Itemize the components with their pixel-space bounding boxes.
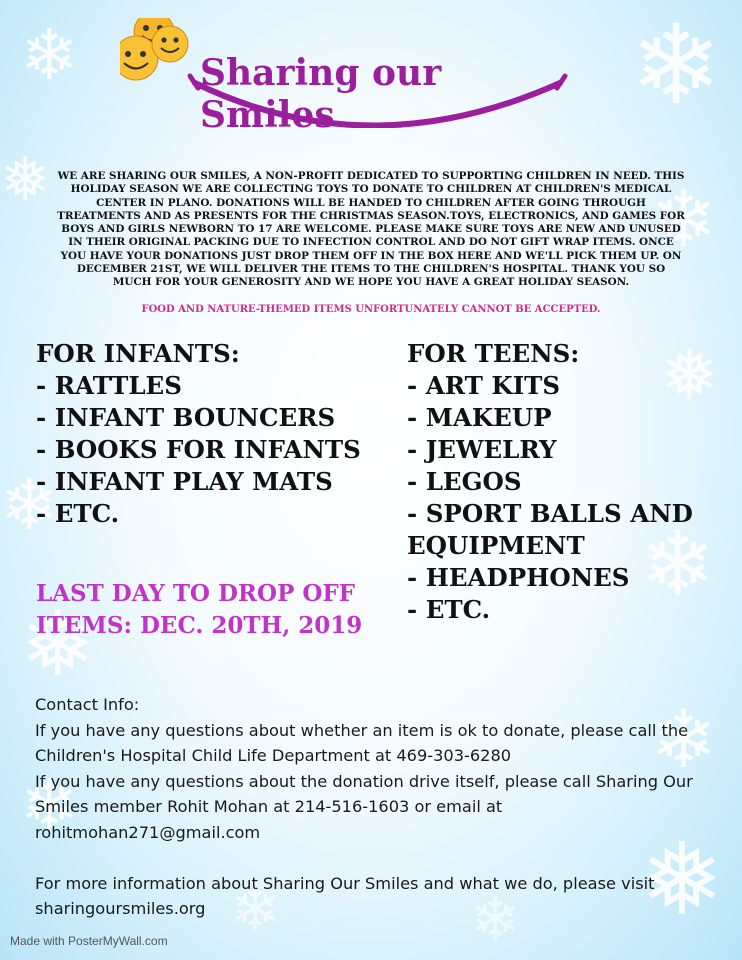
intro-paragraph: WE ARE SHARING OUR SMILES, A NON-PROFIT DEDICATED TO SUPPORTING CHILDREN IN NEED. THIS HOLIDAY SEASON WE ARE COLLECTING TOYS TO DONATE TO CHILDREN AT CHILDREN'S MEDICAL CENTER IN PLANO. DONATIONS WILL BE HANDED TO CHILDREN AFTER GOING THROUGH TREATMENTS AND AS PRESENTS FOR THE CHRISTMAS SEASON.TOYS, ELECTRONICS, AND GAMES FOR BOYS AND GIRLS NEWBORN TO 17 ARE WELCOME. PLEASE MAKE SURE TOYS ARE NEW AND UNUSED IN THEIR ORIGINAL PACKING DUE TO INFECTION CONTROL AND DO NOT GIFT WRAP ITEMS. ONCE YOU HAVE YOUR DONATIONS JUST DROP THEM OFF IN THE BOX HERE AND WE'LL PICK THEM UP. ON DECEMBER 21ST, WE WILL DELIVER THE ITEMS TO THE CHILDREN'S HOSPITAL. THANK YOU SO MUCH FOR YOUR GENEROSITY AND WE HOPE YOU HAVE A GREAT HOLIDAY SEASON. [57,170,685,289]
snowflake-icon: ❅ [20,592,96,697]
snowflake-icon: ❄ [20,14,79,96]
restriction-notice: FOOD AND NATURE-THEMED ITEMS UNFORTUNATELY CANNOT BE ACCEPTED. [141,304,601,315]
list-item: - ETC. [36,499,120,528]
contact-member: If you have any questions about the donation drive itself, please call Sharing Our Smiles member Rohit Mohan at 214-516-1603 or email at rohitmohan271@gmail.com [35,771,693,842]
footer-credit: Made with PosterMyWall.com [10,934,168,948]
snowflake-icon: ❄ [630,1,723,129]
contact-hospital: If you have any questions about whether an item is ok to donate, please call the Children's Hospital Child Life Department at 469-303-6280 [35,720,689,766]
logo-title: Sharing our Smiles [200,52,442,136]
snowflake-icon: ❄ [650,173,718,266]
snowflake-icon: ❄ [640,512,716,617]
logo [120,18,580,136]
spacer [35,846,715,871]
list-item: - MAKEUP [407,403,552,432]
list-item: - INFANT PLAY MATS [36,467,333,496]
snowflake-icon: ❄ [230,875,281,945]
teens-list [407,338,707,626]
list-item: - RATTLES [36,371,182,400]
list-item: - ETC. [407,595,491,624]
contact-website: For more information about Sharing Our Smiles and what we do, please visit sharingoursmiles.org [35,873,655,919]
contact-section [35,692,718,922]
list-item: - ART KITS [407,371,561,400]
snowflake-icon: ❄ [0,464,59,546]
teens-heading: FOR TEENS: [407,339,580,368]
snowflake-icon: ❅ [0,145,51,215]
snowflake-icon: ❅ [660,334,719,416]
infants-heading: FOR INFANTS: [36,339,240,368]
deadline-text: LAST DAY TO DROP OFF ITEMS: DEC. 20TH, 2019 [36,580,363,639]
list-item: - INFANT BOUNCERS [36,403,336,432]
list-item: - JEWELRY [407,435,557,464]
snowflake-icon: ❅ [640,821,724,938]
list-item: - HEADPHONES [407,563,630,592]
snowflake-icon: ❄ [20,764,79,846]
snowflake-icon: ❄ [470,885,521,955]
list-item: - SPORT BALLS AND EQUIPMENT [407,499,693,560]
contact-heading: Contact Info: [35,695,140,714]
snowflake-icon: ❄ [340,331,433,459]
list-item: - BOOKS FOR INFANTS [36,435,361,464]
snowflake-icon: ❄ [650,693,718,786]
infants-list [36,338,376,530]
list-item: - LEGOS [407,467,522,496]
smiley-faces-icon [120,18,188,80]
